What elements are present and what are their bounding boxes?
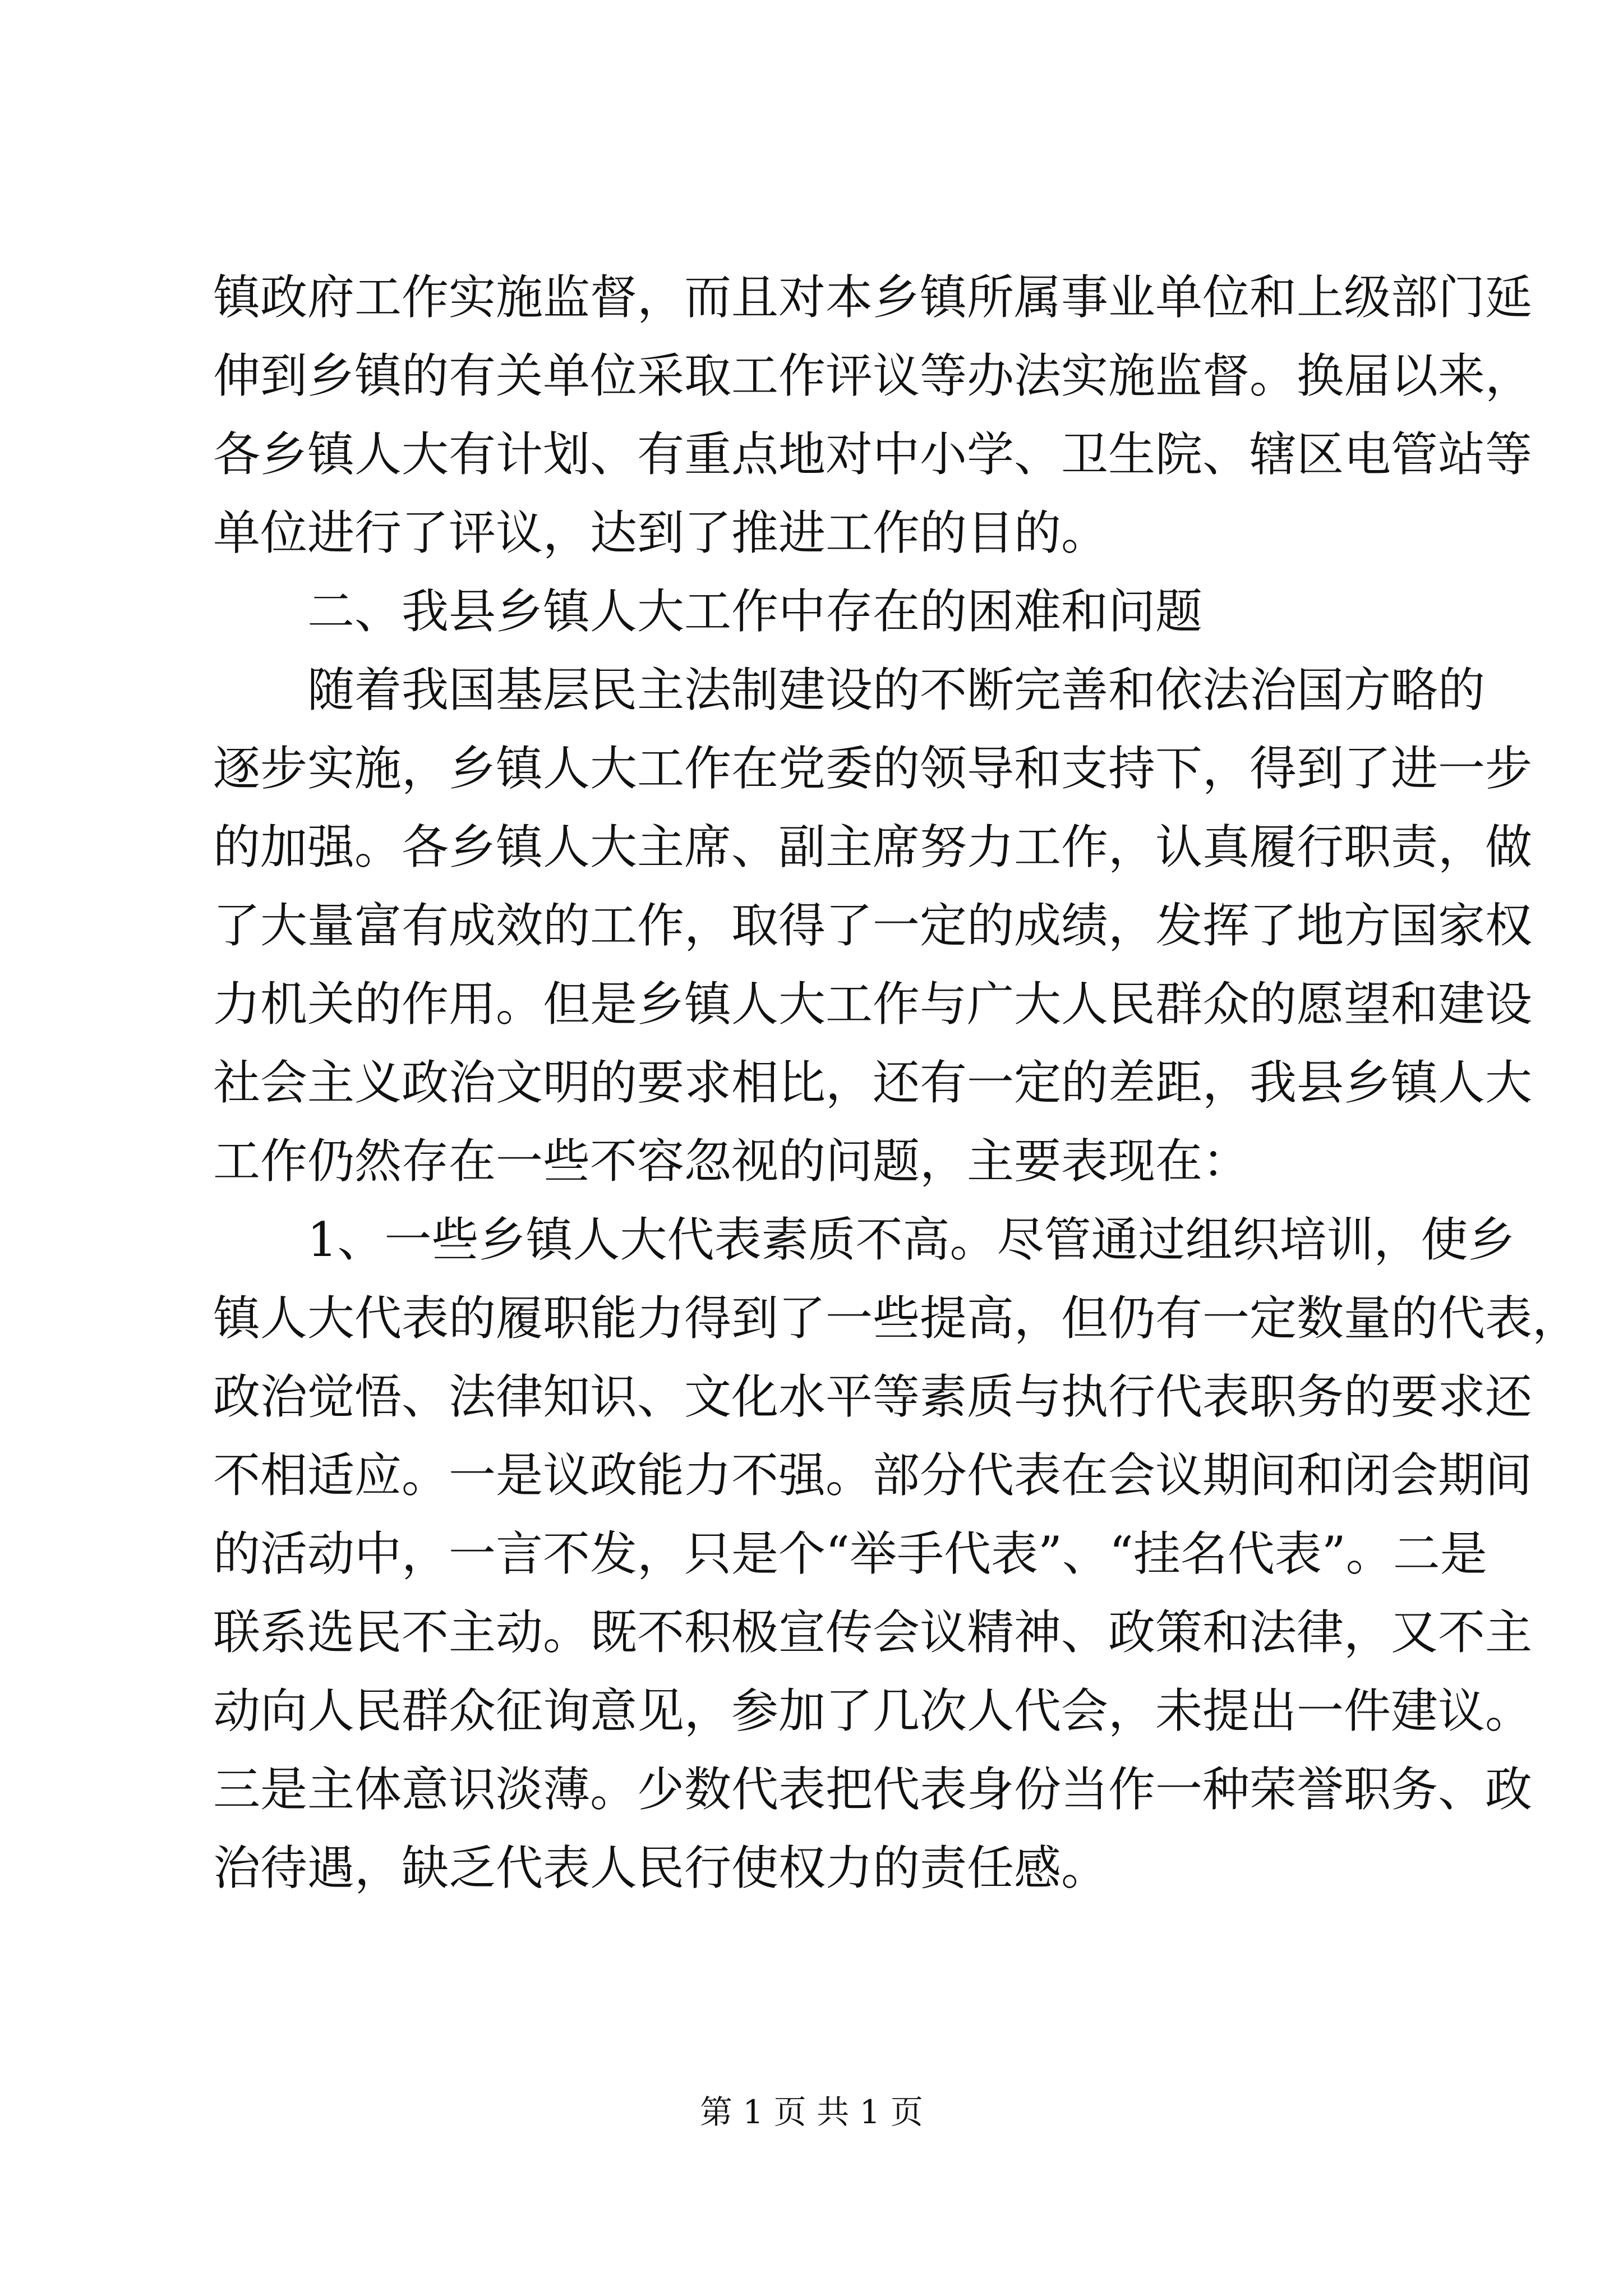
text-line: 政治觉悟、法律知识、文化水平等素质与执行代表职务的要求还 <box>213 1369 1533 1424</box>
text-line: 工作仍然存在一些不容忽视的问题，主要表现在： <box>213 1134 1250 1189</box>
text-line: 的活动中，一言不发，只是个“举手代表”、“挂名代表”。二是 <box>213 1526 1487 1581</box>
text-line: 不相适应。一是议政能力不强。部分代表在会议期间和闭会期间 <box>213 1448 1533 1503</box>
text-line: 治待遇，缺乏代表人民行使权力的责任感。 <box>213 1841 1109 1895</box>
text-line: 的加强。各乡镇人大主席、副主席努力工作，认真履行职责，做 <box>213 820 1533 875</box>
text-line: 1、一些乡镇人大代表素质不高。尽管通过组织培训，使乡 <box>307 1212 1515 1267</box>
text-line: 力机关的作用。但是乡镇人大工作与广大人民群众的愿望和建设 <box>213 977 1533 1032</box>
text-line: 镇政府工作实施监督，而且对本乡镇所属事业单位和上级部门延 <box>213 270 1533 325</box>
text-line: 了大量富有成效的工作，取得了一定的成绩，发挥了地方国家权 <box>213 898 1533 953</box>
text-line: 逐步实施，乡镇人大工作在党委的领导和支持下，得到了进一步 <box>213 741 1533 796</box>
text-line: 随着我国基层民主法制建设的不断完善和依法治国方略的 <box>307 662 1486 717</box>
text-line: 各乡镇人大有计划、有重点地对中小学、卫生院、辖区电管站等 <box>213 427 1533 482</box>
section-heading <box>213 572 1419 651</box>
document-body <box>213 258 1580 1907</box>
text-line: 联系选民不主动。既不积极宣传会议精神、政策和法律，又不主 <box>213 1605 1533 1660</box>
text-line: 社会主义政治文明的要求相比，还有一定的差距，我县乡镇人大 <box>213 1055 1533 1110</box>
text-line: 动向人民群众征询意见，参加了几次人代会，未提出一件建议。 <box>213 1683 1533 1738</box>
text-line: 伸到乡镇的有关单位采取工作评议等办法实施监督。换届以来， <box>213 348 1533 403</box>
text-line: 三是主体意识淡薄。少数代表把代表身份当作一种荣誉职务、政 <box>213 1762 1533 1817</box>
text-line: 单位进行了评议，达到了推进工作的目的。 <box>213 505 1109 560</box>
paragraph-overview <box>213 651 1533 1200</box>
text-line: 二、我县乡镇人大工作中存在的困难和问题 <box>307 584 1203 639</box>
page-footer: 第 1 页 共 1 页 <box>700 2093 923 2131</box>
text-line: 镇人大代表的履职能力得到了一些提高，但仍有一定数量的代表， <box>213 1291 1580 1346</box>
paragraph-continuation <box>213 258 1533 572</box>
paragraph-point-1 <box>213 1200 1580 1907</box>
